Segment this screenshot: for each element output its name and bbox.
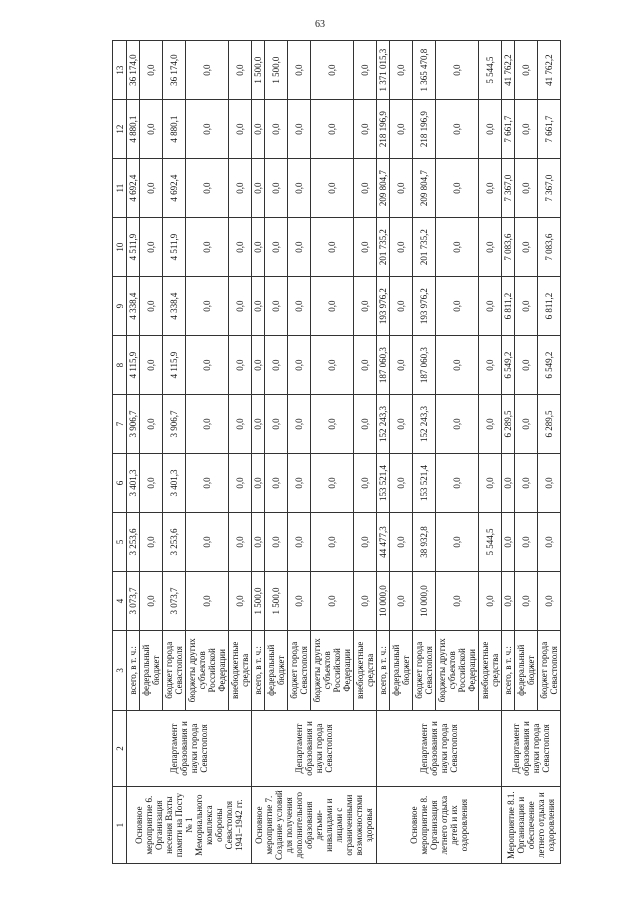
value-cell: 4 511,9 xyxy=(163,218,186,277)
value-cell: 0,0 xyxy=(186,513,229,572)
value-cell: 0,0 xyxy=(436,572,479,631)
column-header: 13 xyxy=(113,41,127,100)
value-cell: 187 060,3 xyxy=(413,336,436,395)
value-cell: 0,0 xyxy=(479,572,502,631)
funding-source: федеральный бюджет xyxy=(390,630,413,710)
funding-source: внебюджетные средства xyxy=(354,630,377,710)
funding-source: федеральный бюджет xyxy=(265,630,288,710)
measure-name: Мероприятие 8.1. Организация и обеспечение летнего отдыха и оздоровления xyxy=(502,787,561,864)
value-cell: 0,0 xyxy=(515,572,538,631)
value-cell: 0,0 xyxy=(229,159,252,218)
value-cell: 0,0 xyxy=(252,395,265,454)
value-cell: 41 762,2 xyxy=(502,41,515,100)
value-cell: 0,0 xyxy=(390,395,413,454)
value-cell: 0,0 xyxy=(354,277,377,336)
value-cell: 0,0 xyxy=(288,395,311,454)
value-cell: 0,0 xyxy=(479,218,502,277)
value-cell: 0,0 xyxy=(229,454,252,513)
value-cell: 4 692,4 xyxy=(127,159,140,218)
value-cell: 7 083,6 xyxy=(502,218,515,277)
funding-source: бюджет города Севастополя xyxy=(538,630,561,710)
value-cell: 0,0 xyxy=(515,454,538,513)
funding-source: федеральный бюджет xyxy=(140,630,163,710)
value-cell: 193 976,2 xyxy=(377,277,390,336)
value-cell: 187 060,3 xyxy=(377,336,390,395)
value-cell: 0,0 xyxy=(252,454,265,513)
value-cell: 0,0 xyxy=(436,159,479,218)
value-cell: 0,0 xyxy=(229,513,252,572)
value-cell: 6 549,2 xyxy=(538,336,561,395)
value-cell: 0,0 xyxy=(252,218,265,277)
value-cell: 0,0 xyxy=(186,159,229,218)
table-row xyxy=(377,41,390,864)
value-cell: 0,0 xyxy=(502,513,515,572)
value-cell: 10 000,0 xyxy=(377,572,390,631)
value-cell: 36 174,0 xyxy=(127,41,140,100)
value-cell: 0,0 xyxy=(252,336,265,395)
value-cell: 0,0 xyxy=(354,454,377,513)
column-header: 10 xyxy=(113,218,127,277)
value-cell: 0,0 xyxy=(390,572,413,631)
value-cell: 6 549,2 xyxy=(502,336,515,395)
value-cell: 0,0 xyxy=(140,336,163,395)
value-cell: 193 976,2 xyxy=(413,277,436,336)
funding-source: всего, в т. ч.: xyxy=(127,630,140,710)
value-cell: 153 521,4 xyxy=(413,454,436,513)
measure-name: Основное мероприятие 8. Организация летнего отдыха детей и их оздоровления xyxy=(377,787,502,864)
value-cell: 0,0 xyxy=(311,100,354,159)
value-cell: 0,0 xyxy=(229,100,252,159)
value-cell: 0,0 xyxy=(288,159,311,218)
rotated-table-container xyxy=(112,40,559,864)
column-header: 2 xyxy=(113,710,127,787)
value-cell: 0,0 xyxy=(515,41,538,100)
value-cell: 36 174,0 xyxy=(163,41,186,100)
value-cell: 0,0 xyxy=(229,218,252,277)
funding-source: бюджет города Севастополя xyxy=(163,630,186,710)
value-cell: 0,0 xyxy=(515,218,538,277)
table-body xyxy=(127,41,561,864)
value-cell: 0,0 xyxy=(265,277,288,336)
value-cell: 0,0 xyxy=(140,277,163,336)
value-cell: 0,0 xyxy=(538,572,561,631)
value-cell: 1 500,0 xyxy=(252,41,265,100)
value-cell: 0,0 xyxy=(311,454,354,513)
value-cell: 0,0 xyxy=(140,41,163,100)
value-cell: 0,0 xyxy=(390,218,413,277)
value-cell: 38 932,8 xyxy=(413,513,436,572)
value-cell: 0,0 xyxy=(436,218,479,277)
value-cell: 5 544,5 xyxy=(479,41,502,100)
value-cell: 10 000,0 xyxy=(413,572,436,631)
executor-name: Департамент образования и науки города Севастополя xyxy=(377,710,502,787)
value-cell: 3 253,6 xyxy=(163,513,186,572)
value-cell: 1 371 015,3 xyxy=(377,41,390,100)
value-cell: 0,0 xyxy=(515,395,538,454)
value-cell: 7 367,0 xyxy=(538,159,561,218)
value-cell: 7 661,7 xyxy=(538,100,561,159)
funding-source: бюджеты других субъектов Российской Федерации xyxy=(186,630,229,710)
value-cell: 0,0 xyxy=(502,454,515,513)
value-cell: 0,0 xyxy=(265,100,288,159)
column-header: 4 xyxy=(113,572,127,631)
value-cell: 0,0 xyxy=(288,336,311,395)
value-cell: 0,0 xyxy=(479,159,502,218)
executor-name: Департамент образования и науки города Севастополя xyxy=(252,710,377,787)
value-cell: 0,0 xyxy=(311,336,354,395)
value-cell: 0,0 xyxy=(311,41,354,100)
funding-source: внебюджетные средства xyxy=(229,630,252,710)
value-cell: 3 906,7 xyxy=(127,395,140,454)
value-cell: 0,0 xyxy=(436,100,479,159)
value-cell: 0,0 xyxy=(140,218,163,277)
value-cell: 218 196,9 xyxy=(377,100,390,159)
value-cell: 0,0 xyxy=(186,218,229,277)
value-cell: 0,0 xyxy=(252,513,265,572)
column-header: 11 xyxy=(113,159,127,218)
value-cell: 0,0 xyxy=(186,395,229,454)
value-cell: 1 500,0 xyxy=(265,572,288,631)
funding-source: внебюджетные средства xyxy=(479,630,502,710)
table-row xyxy=(502,41,515,864)
value-cell: 0,0 xyxy=(436,41,479,100)
funding-source: федеральный бюджет xyxy=(515,630,538,710)
value-cell: 3 253,6 xyxy=(127,513,140,572)
column-header: 12 xyxy=(113,100,127,159)
value-cell: 0,0 xyxy=(229,336,252,395)
value-cell: 0,0 xyxy=(186,100,229,159)
value-cell: 4 880,1 xyxy=(163,100,186,159)
value-cell: 4 880,1 xyxy=(127,100,140,159)
value-cell: 0,0 xyxy=(390,41,413,100)
value-cell: 201 735,2 xyxy=(377,218,390,277)
value-cell: 152 243,3 xyxy=(377,395,390,454)
value-cell: 0,0 xyxy=(311,572,354,631)
value-cell: 7 661,7 xyxy=(502,100,515,159)
value-cell: 0,0 xyxy=(311,218,354,277)
value-cell: 0,0 xyxy=(140,454,163,513)
value-cell: 0,0 xyxy=(288,41,311,100)
value-cell: 0,0 xyxy=(288,513,311,572)
value-cell: 0,0 xyxy=(311,513,354,572)
value-cell: 0,0 xyxy=(354,41,377,100)
value-cell: 0,0 xyxy=(390,100,413,159)
funding-source: бюджеты других субъектов Российской Федерации xyxy=(311,630,354,710)
value-cell: 3 073,7 xyxy=(163,572,186,631)
value-cell: 0,0 xyxy=(140,513,163,572)
value-cell: 0,0 xyxy=(252,277,265,336)
value-cell: 0,0 xyxy=(479,395,502,454)
value-cell: 0,0 xyxy=(354,100,377,159)
value-cell: 0,0 xyxy=(140,572,163,631)
value-cell: 0,0 xyxy=(186,277,229,336)
value-cell: 0,0 xyxy=(515,277,538,336)
value-cell: 3 073,7 xyxy=(127,572,140,631)
value-cell: 0,0 xyxy=(354,336,377,395)
value-cell: 7 367,0 xyxy=(502,159,515,218)
value-cell: 0,0 xyxy=(229,395,252,454)
value-cell: 4 115,9 xyxy=(127,336,140,395)
value-cell: 0,0 xyxy=(354,395,377,454)
value-cell: 0,0 xyxy=(311,395,354,454)
value-cell: 4 338,4 xyxy=(127,277,140,336)
value-cell: 0,0 xyxy=(390,159,413,218)
value-cell: 0,0 xyxy=(502,572,515,631)
table-row xyxy=(252,41,265,864)
executor-name: Департамент образования и науки города Севастополя xyxy=(127,710,252,787)
value-cell: 1 365 470,8 xyxy=(413,41,436,100)
column-header: 1 xyxy=(113,787,127,864)
table-row xyxy=(127,41,140,864)
value-cell: 0,0 xyxy=(311,159,354,218)
value-cell: 3 401,3 xyxy=(163,454,186,513)
value-cell: 0,0 xyxy=(229,572,252,631)
value-cell: 4 692,4 xyxy=(163,159,186,218)
value-cell: 44 477,3 xyxy=(377,513,390,572)
value-cell: 0,0 xyxy=(479,454,502,513)
value-cell: 0,0 xyxy=(515,336,538,395)
page-number: 63 xyxy=(315,19,325,30)
value-cell: 201 735,2 xyxy=(413,218,436,277)
value-cell: 0,0 xyxy=(390,513,413,572)
value-cell: 0,0 xyxy=(265,336,288,395)
value-cell: 0,0 xyxy=(479,277,502,336)
column-header: 5 xyxy=(113,513,127,572)
measure-name: Основное мероприятие 6. Организация несения Вахты памяти на Посту № 1 Мемориального комплекса обороны Севастополя 1941–1942 гг. xyxy=(127,787,252,864)
value-cell: 0,0 xyxy=(436,277,479,336)
value-cell: 0,0 xyxy=(265,513,288,572)
value-cell: 0,0 xyxy=(186,572,229,631)
value-cell: 218 196,9 xyxy=(413,100,436,159)
value-cell: 6 289,5 xyxy=(502,395,515,454)
value-cell: 0,0 xyxy=(479,336,502,395)
value-cell: 0,0 xyxy=(479,100,502,159)
value-cell: 3 401,3 xyxy=(127,454,140,513)
value-cell: 0,0 xyxy=(288,572,311,631)
value-cell: 209 804,7 xyxy=(413,159,436,218)
value-cell: 0,0 xyxy=(354,572,377,631)
value-cell: 0,0 xyxy=(390,454,413,513)
value-cell: 4 338,4 xyxy=(163,277,186,336)
value-cell: 0,0 xyxy=(265,218,288,277)
value-cell: 152 243,3 xyxy=(413,395,436,454)
value-cell: 0,0 xyxy=(538,513,561,572)
value-cell: 0,0 xyxy=(436,513,479,572)
value-cell: 0,0 xyxy=(288,218,311,277)
column-header: 9 xyxy=(113,277,127,336)
executor-name: Департамент образования и науки города Севастополя xyxy=(502,710,561,787)
value-cell: 0,0 xyxy=(288,277,311,336)
funding-source: бюджеты других субъектов Российской Федерации xyxy=(436,630,479,710)
value-cell: 0,0 xyxy=(354,513,377,572)
funding-source: бюджет города Севастополя xyxy=(413,630,436,710)
funding-source: всего, в т. ч.: xyxy=(377,630,390,710)
value-cell: 1 500,0 xyxy=(265,41,288,100)
value-cell: 153 521,4 xyxy=(377,454,390,513)
value-cell: 0,0 xyxy=(436,395,479,454)
budget-table xyxy=(112,40,561,864)
value-cell: 209 804,7 xyxy=(377,159,390,218)
value-cell: 0,0 xyxy=(265,454,288,513)
value-cell: 0,0 xyxy=(354,218,377,277)
value-cell: 41 762,2 xyxy=(538,41,561,100)
header-row xyxy=(113,41,127,864)
value-cell: 0,0 xyxy=(515,513,538,572)
value-cell: 0,0 xyxy=(265,395,288,454)
value-cell: 0,0 xyxy=(311,277,354,336)
column-header: 7 xyxy=(113,395,127,454)
value-cell: 0,0 xyxy=(252,100,265,159)
value-cell: 0,0 xyxy=(436,336,479,395)
value-cell: 0,0 xyxy=(515,100,538,159)
value-cell: 4 511,9 xyxy=(127,218,140,277)
value-cell: 0,0 xyxy=(229,41,252,100)
value-cell: 3 906,7 xyxy=(163,395,186,454)
value-cell: 0,0 xyxy=(140,159,163,218)
value-cell: 0,0 xyxy=(186,41,229,100)
column-header: 6 xyxy=(113,454,127,513)
value-cell: 0,0 xyxy=(288,454,311,513)
value-cell: 0,0 xyxy=(390,277,413,336)
column-header: 3 xyxy=(113,630,127,710)
funding-source: всего, в т. ч.: xyxy=(252,630,265,710)
value-cell: 0,0 xyxy=(354,159,377,218)
value-cell: 5 544,5 xyxy=(479,513,502,572)
value-cell: 0,0 xyxy=(186,454,229,513)
value-cell: 0,0 xyxy=(140,395,163,454)
value-cell: 7 083,6 xyxy=(538,218,561,277)
value-cell: 4 115,9 xyxy=(163,336,186,395)
value-cell: 0,0 xyxy=(515,159,538,218)
value-cell: 6 811,2 xyxy=(538,277,561,336)
value-cell: 0,0 xyxy=(229,277,252,336)
column-header: 8 xyxy=(113,336,127,395)
value-cell: 0,0 xyxy=(140,100,163,159)
value-cell: 6 289,5 xyxy=(538,395,561,454)
measure-name: Основное мероприятие 7. Создание условий для получения дополнительного образования детьми-инвалидами и лицами с ограниченными возможностями здоровья xyxy=(252,787,377,864)
funding-source: бюджет города Севастополя xyxy=(288,630,311,710)
value-cell: 0,0 xyxy=(288,100,311,159)
value-cell: 0,0 xyxy=(265,159,288,218)
value-cell: 6 811,2 xyxy=(502,277,515,336)
value-cell: 0,0 xyxy=(436,454,479,513)
value-cell: 1 500,0 xyxy=(252,572,265,631)
value-cell: 0,0 xyxy=(186,336,229,395)
value-cell: 0,0 xyxy=(252,159,265,218)
value-cell: 0,0 xyxy=(390,336,413,395)
value-cell: 0,0 xyxy=(538,454,561,513)
funding-source: всего, в т. ч.: xyxy=(502,630,515,710)
